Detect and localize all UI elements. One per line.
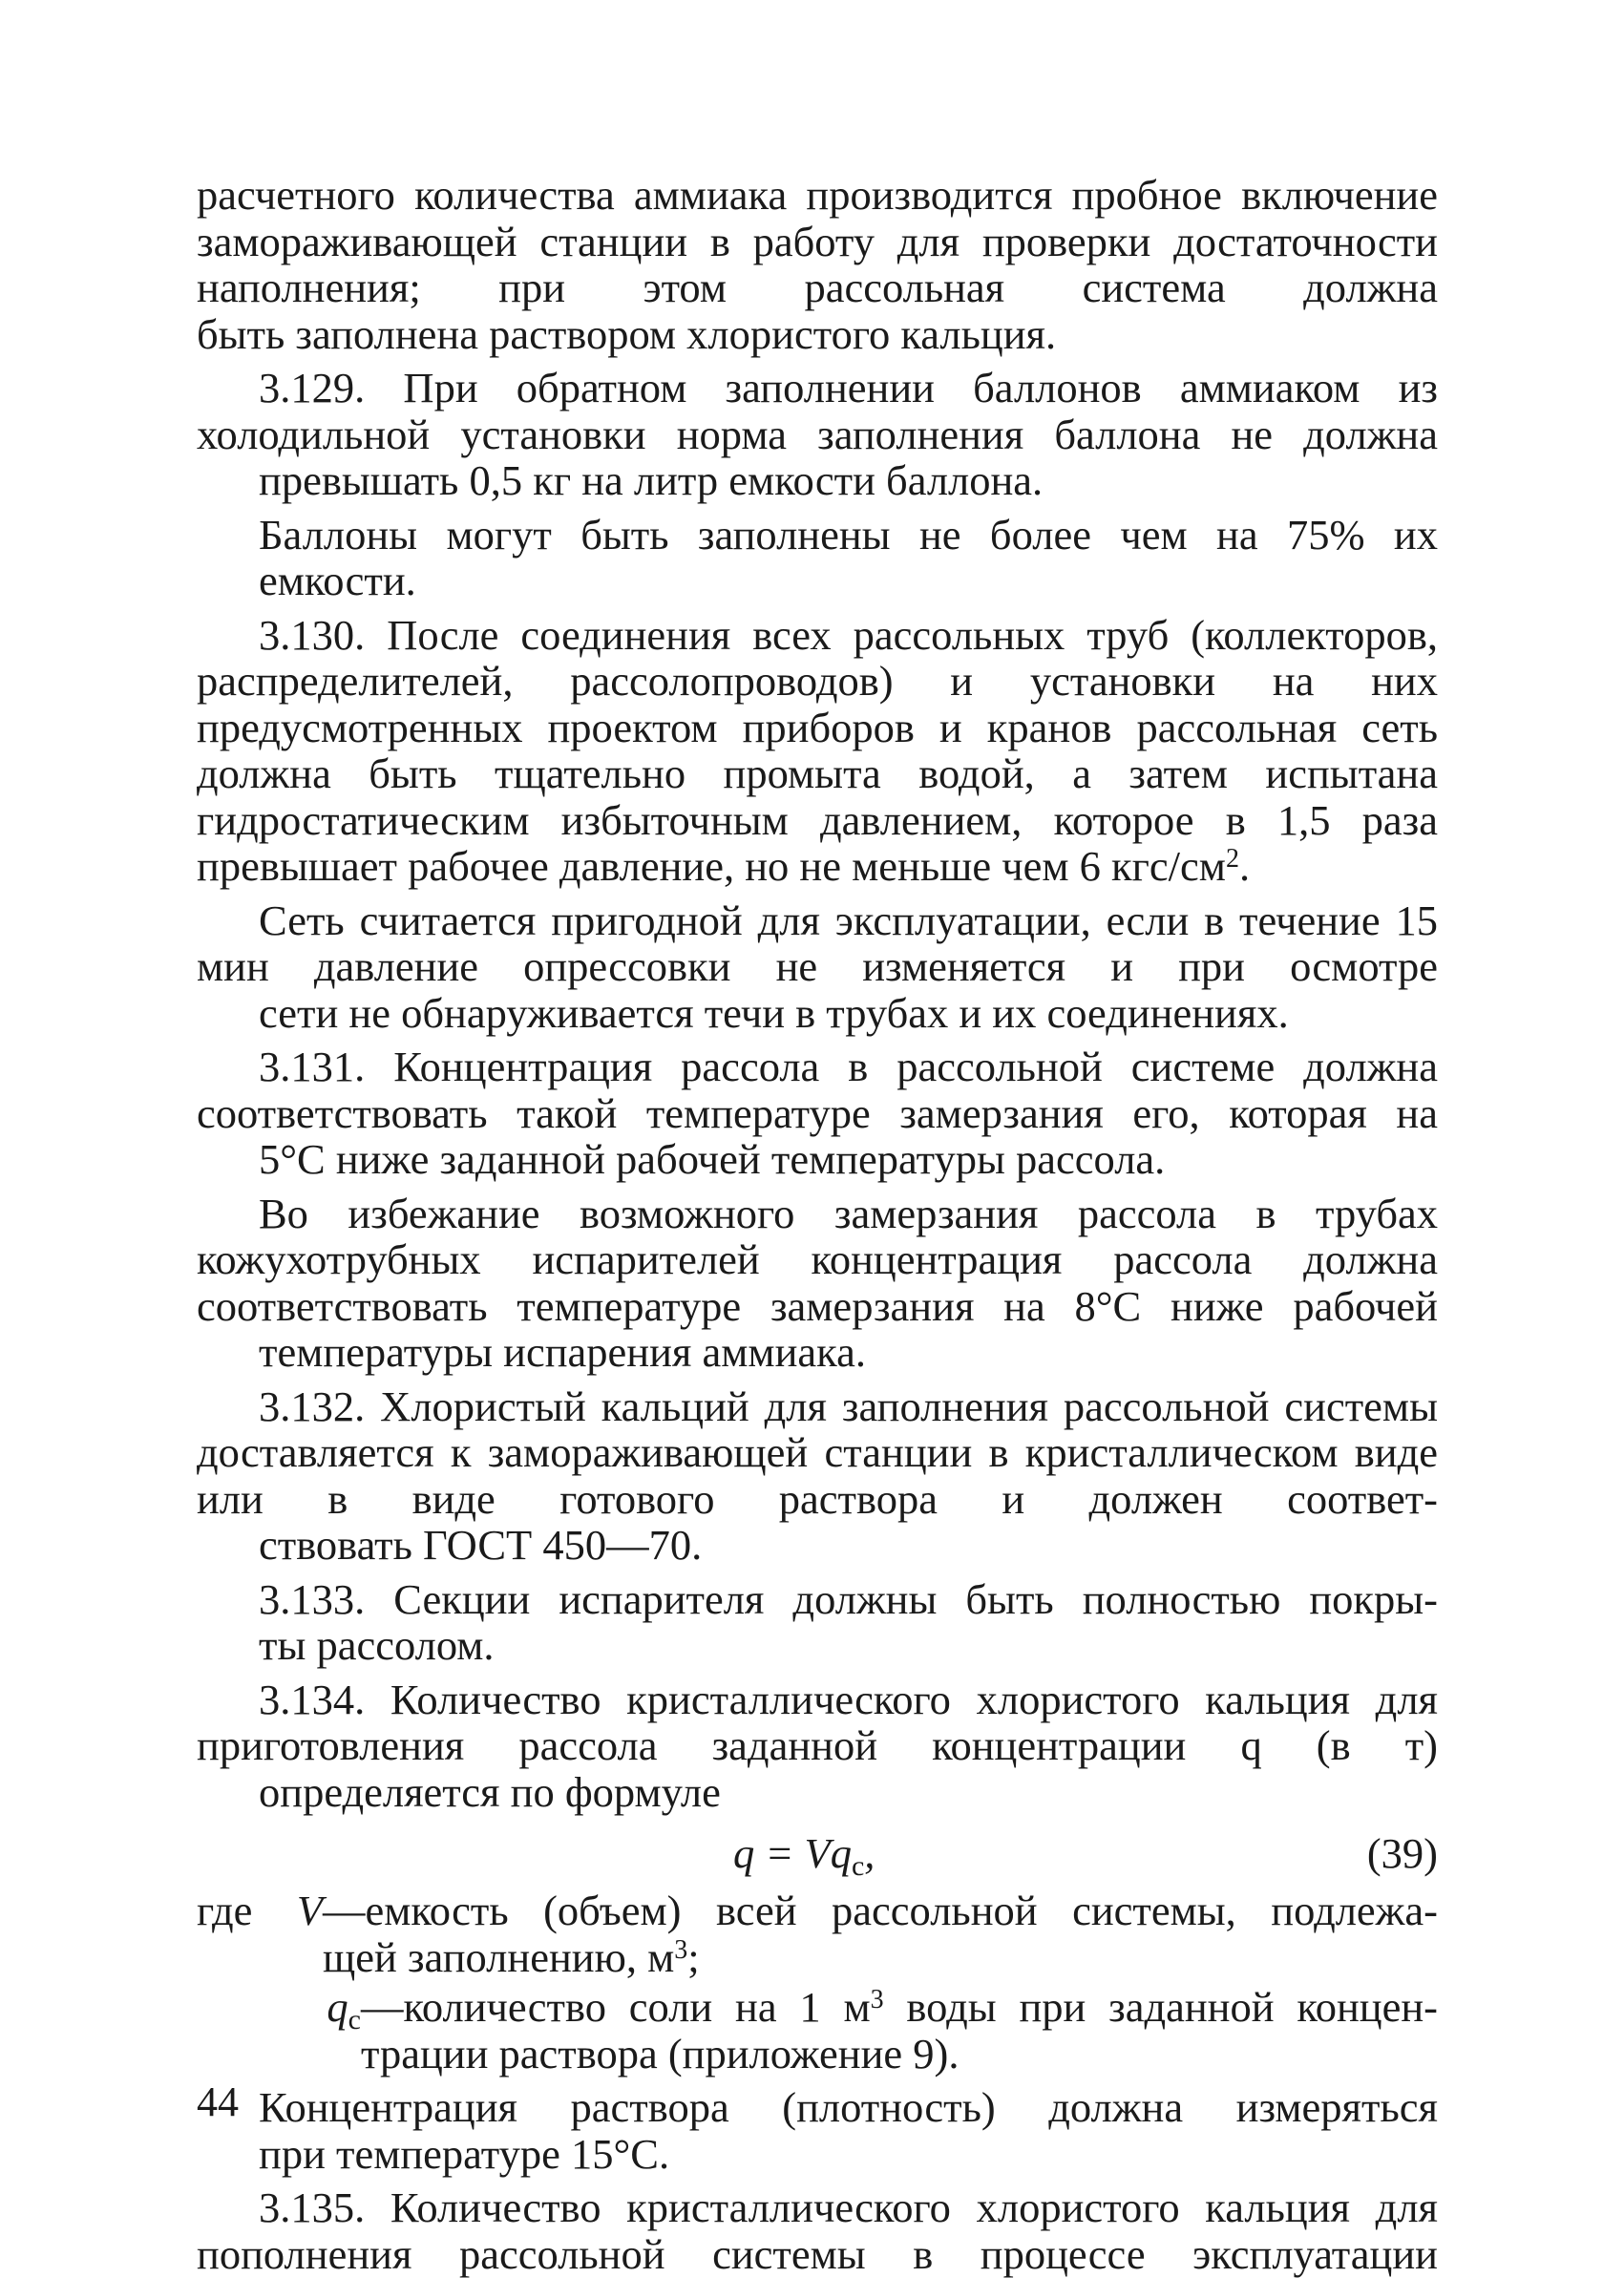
- formula-lhs: q = Vq: [733, 1829, 852, 1877]
- paragraph-last-line: 5°С ниже заданной рабочей температуры рассола.: [259, 1135, 1166, 1183]
- definition-text-line: —количество соли на 1 м: [361, 1983, 871, 2031]
- paragraph-last-line: емкости.: [259, 557, 416, 604]
- paragraph-text: расчетного количества аммиака производится пробное включение замораживающей станции в работу для проверки достаточности наполнения; при этом рассольная система должна: [197, 171, 1438, 311]
- paragraph-text: Во избежание возможного замерзания рассола в трубах кожухотрубных испарителей концентрация рассола должна соответствовать температуре замерзания на 8°С ниже рабочей: [197, 1189, 1438, 1330]
- paragraph-text: Баллоны могут быть заполнены не более чем на 75% их: [259, 510, 1438, 559]
- definition-last-text: щей заполнению, м: [323, 1932, 675, 1981]
- formula-subscript: c: [851, 1850, 865, 1882]
- definition-row: [285, 1984, 1438, 2077]
- paragraph-last-line: сети не обнаруживается течи в трубах и их соединениях.: [259, 988, 1289, 1037]
- definition-symbol-subscript: c: [348, 2004, 361, 2035]
- definition-last-line: трации раствора (приложение 9).: [361, 2029, 960, 2078]
- superscript: 3: [674, 1934, 688, 1965]
- paragraph-last-line: ствовать ГОСТ 450—70.: [259, 1521, 703, 1569]
- definition-symbol: V: [296, 1887, 323, 1934]
- formula-tail: ,: [864, 1829, 875, 1877]
- paragraph-last-line: температуры испарения аммиака.: [259, 1328, 866, 1376]
- paragraph-text: 3.132. Хлористый кальций для заполнения рассольной системы доставляется к замораживающей станции в кристаллическом виде или в виде готового раствора и должен соответ-: [197, 1382, 1438, 1523]
- definition-text-line: —емкость (объем) всей рассольной системы, подлежа-: [323, 1887, 1438, 1934]
- paragraph-text: 3.130. После соединения всех рассольных труб (коллекторов, распределителей, рассолопроводов) и установки на них предусмотренных проектом приборов и кранов рассольная сеть должна быть тщательно промыта водой, а затем испытана гидростатическим избыточным давлением, которое в 1,5 раза превышает рабочее давление, но не меньше чем 6 кгс/см: [197, 610, 1438, 890]
- where-label: где: [197, 1887, 253, 1934]
- variable-definitions: [197, 1888, 1438, 2077]
- formula-39: [197, 1825, 1438, 1882]
- paragraph-text: 3.131. Концентрация рассола в рассольной системе должна соответствовать такой температуре замерзания его, которая на: [197, 1043, 1438, 1137]
- paragraph-tail: .: [1238, 842, 1251, 890]
- paragraph-3-130: [197, 612, 1438, 890]
- definition-text-line: воды при заданной концен-: [883, 1983, 1438, 2031]
- paragraph-text: Сеть считается пригодной для эксплуатации, если в течение 15 мин давление опрессовки не изменяется и при осмотре: [197, 896, 1438, 990]
- paragraph-3-131: [197, 1044, 1438, 1183]
- definition-text: [323, 1888, 1438, 1980]
- paragraph-3-129: [197, 365, 1438, 504]
- paragraph-text: 3.129. При обратном заполнении баллонов аммиаком из холодильной установки норма заполнения баллона не должна: [197, 364, 1438, 458]
- definition-symbol: [285, 1984, 361, 2044]
- paragraph: [197, 2084, 1438, 2177]
- paragraph-last-line: при температуре 15°С.: [259, 2129, 670, 2178]
- paragraph: [197, 897, 1438, 1037]
- paragraph-text: 3.135. Количество кристаллического хлористого кальция для пополнения рассольной системы в процессе эксплуатации: [197, 2183, 1438, 2278]
- definition-tail: ;: [687, 1932, 700, 1981]
- paragraph-3-132: [197, 1383, 1438, 1569]
- paragraph-last-line: ты рассолом.: [259, 1621, 495, 1669]
- superscript: 2: [1225, 844, 1239, 874]
- definition-text: [361, 1984, 1438, 2077]
- paragraph-3-134: [197, 1677, 1438, 1816]
- superscript: 3: [870, 1985, 884, 2014]
- definition-last-line: [323, 1934, 1438, 1981]
- paragraph-3-133: [197, 1576, 1438, 1669]
- paragraph-last-line: определяется по формуле: [259, 1767, 721, 1816]
- definition-symbol-letter: q: [327, 1983, 348, 2031]
- definition-row: [197, 1888, 1438, 1980]
- paragraph-last-line: быть заполнена раствором хлористого кальция.: [197, 309, 1057, 358]
- paragraph-text: 3.133. Секции испарителя должны быть полностью покры-: [259, 1574, 1438, 1623]
- page-number: 44: [197, 2078, 239, 2125]
- paragraph-3-135: [197, 2184, 1438, 2277]
- formula-number: (39): [1366, 1829, 1438, 1877]
- document-page: [197, 172, 1438, 2277]
- paragraph: [197, 1191, 1438, 1376]
- paragraph: [197, 172, 1438, 357]
- paragraph: [197, 512, 1438, 604]
- paragraph-text: 3.134. Количество кристаллического хлористого кальция для приготовления рассола заданной концентрации q (в т): [197, 1675, 1438, 1769]
- paragraph-last-line: превышать 0,5 кг на литр емкости баллона.: [259, 456, 1044, 504]
- paragraph-text: Концентрация раствора (плотность) должна измеряться: [259, 2083, 1438, 2131]
- formula-expression: [733, 1830, 875, 1890]
